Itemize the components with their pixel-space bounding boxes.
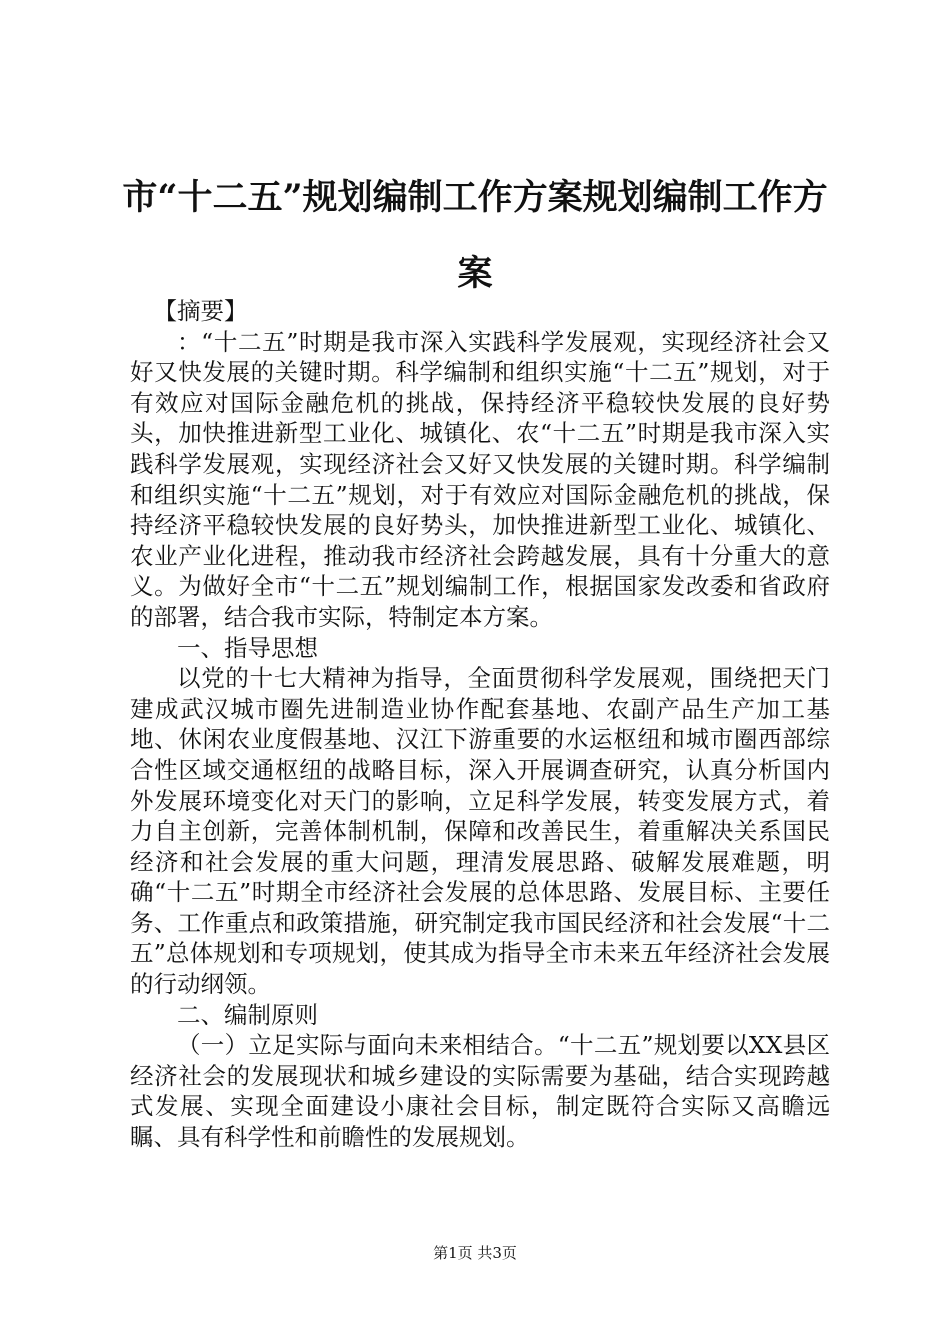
abstract-label: 【摘要】 xyxy=(153,297,248,325)
abstract-paragraph: ：“十二五”时期是我市深入实践科学发展观，实现经济社会又好又快发展的关键时期。科学编制和组织实施“十二五”规划，对于有效应对国际金融危机的挑战，保持经济平稳较快发展的良好势头，加快推进新型工业化、城镇化、农“十二五”时期是我市深入实践科学发展观，实现经济社会又好又快发展的关键时期。科学编制和组织实施“十二五”规划，对于有效应对国际金融危机的挑战，保持经济平稳较快发展的良好势头，加快推进新型工业化、城镇化、农业产业化进程，推动我市经济社会跨越发展，具有十分重大的意义。为做好全市“十二五”规划编制工作，根据国家发改委和省政府的部署，结合我市实际，特制定本方案。 xyxy=(130,327,830,631)
document-body xyxy=(130,296,830,1153)
section-heading-principles: 二、编制原则 xyxy=(177,1000,318,1029)
section-heading-guiding-ideology: 一、指导思想 xyxy=(177,633,318,662)
document-title: 市“十二五”规划编制工作方案规划编制工作方案 xyxy=(122,177,828,294)
principle-1-paragraph: （一）立足实际与面向未来相结合。“十二五”规划要以XX县区经济社会的发展现状和城乡建设的实际需要为基础，结合实现跨越式发展、实现全面建设小康社会目标，制定既符合实际又高瞻远瞩、具有科学性和前瞻性的发展规划。 xyxy=(130,1031,830,1152)
guiding-ideology-paragraph: 以党的十七大精神为指导，全面贯彻科学发展观，围绕把天门建成武汉城市圈先进制造业协作配套基地、农副产品生产加工基地、休闲农业度假基地、汉江下游重要的水运枢纽和城市圈西部综合性区域交通枢纽的战略目标，深入开展调查研究，认真分析国内外发展环境变化对天门的影响，立足科学发展，转变发展方式，着力自主创新，完善体制机制，保障和改善民生，着重解决关系国民经济和社会发展的重大问题，理清发展思路、破解发展难题，明确“十二五”时期全市经济社会发展的总体思路、发展目标、主要任务、工作重点和政策措施，研究制定我市国民经济和社会发展“十二五”总体规划和专项规划，使其成为指导全市未来五年经济社会发展的行动纲领。 xyxy=(130,664,830,999)
page-footer: 第1页 共3页 xyxy=(433,1244,517,1262)
